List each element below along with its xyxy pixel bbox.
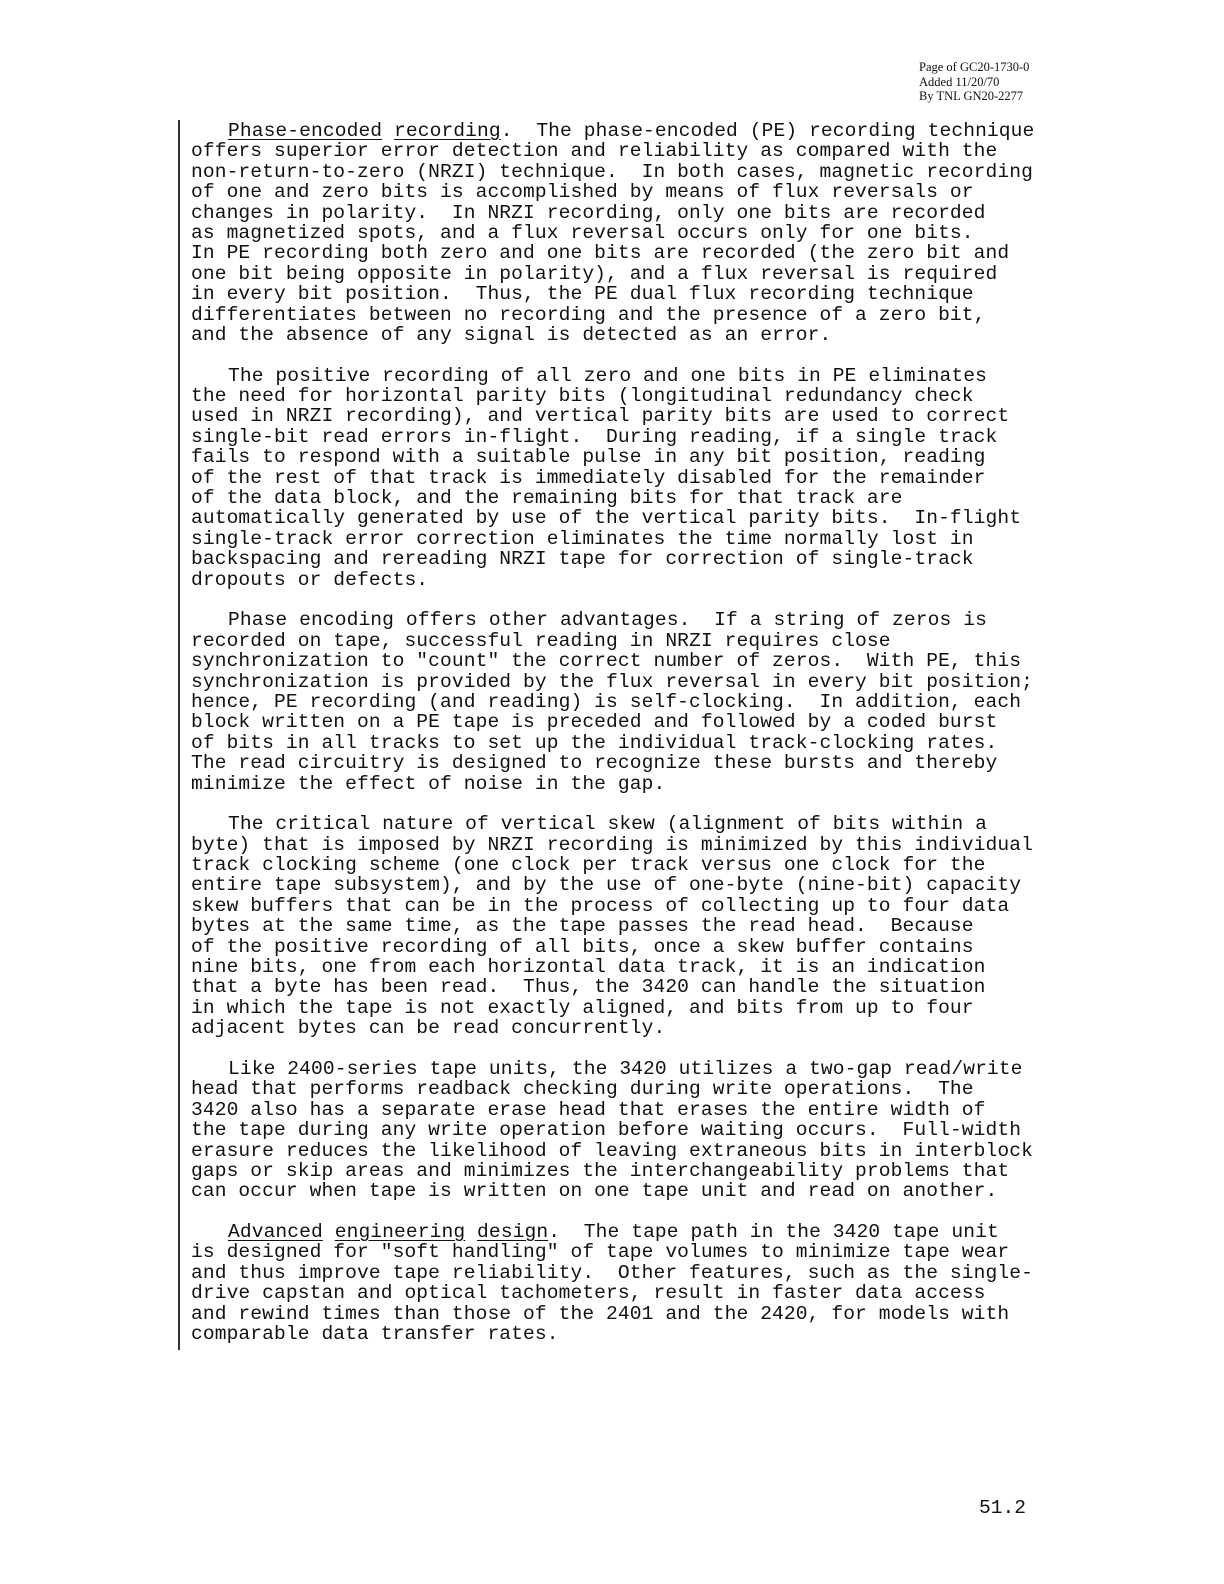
text-line: minimize the effect of noise in the gap.	[191, 772, 666, 795]
text-line: automatically generated by use of the vertical parity bits. In-flight	[191, 507, 1022, 530]
text-line: changes in polarity. In NRZI recording, only one bits are recorded	[191, 201, 986, 224]
text-line: adjacent bytes can be read concurrently.	[191, 1017, 666, 1040]
text-line: hence, PE recording (and reading) is self-clocking. In addition, each	[191, 690, 1022, 713]
text-line: byte) that is imposed by NRZI recording is minimized by this individual	[191, 833, 1033, 856]
text-line: used in NRZI recording), and vertical parity bits are used to correct	[191, 405, 1010, 428]
text-line: head that performs readback checking during write operations. The	[191, 1078, 974, 1101]
text-line: recorded on tape, successful reading in NRZI requires close	[191, 629, 891, 652]
section-heading-word: Advanced	[228, 1221, 323, 1244]
text-line: The critical nature of vertical skew (alignment of bits within a	[228, 813, 987, 836]
section-heading-word: recording	[394, 120, 501, 142]
text-line: backspacing and rereading NRZI tape for correction of single-track	[191, 548, 974, 571]
text-line: can occur when tape is written on one tape unit and read on another.	[191, 1180, 998, 1203]
text-line: single-track error correction eliminates the time normally lost in	[191, 527, 974, 550]
paragraph-first-line-text: The tape path in the 3420 tape unit	[560, 1221, 999, 1244]
text-line: one bit being opposite in polarity), and a flux reversal is required	[191, 262, 998, 285]
text-line: and the absence of any signal is detected as an error.	[191, 323, 832, 346]
text-line: Phase encoding offers other advantages. If a string of zeros is	[228, 609, 987, 632]
text-line: dropouts or defects.	[191, 568, 429, 591]
text-line: synchronization is provided by the flux reversal in every bit position;	[191, 670, 1033, 693]
text-line: synchronization to "count" the correct number of zeros. With PE, this	[191, 650, 1022, 673]
text-line: as magnetized spots, and a flux reversal occurs only for one bits.	[191, 221, 974, 244]
text-line: is designed for "soft handling" of tape volumes to minimize tape wear	[191, 1241, 1010, 1264]
text-line: single-bit read errors in-flight. During reading, if a single track	[191, 425, 998, 448]
page-header	[919, 60, 1119, 104]
text-line: In PE recording both zero and one bits are recorded (the zero bit and	[191, 242, 1010, 265]
text-line: of the positive recording of all bits, once a skew buffer contains	[191, 935, 974, 958]
page-number: 51.2	[979, 1497, 1027, 1519]
text-line: the tape during any write operation before waiting occurs. Full-width	[191, 1119, 1022, 1142]
text-line: offers superior error detection and reliability as compared with the	[191, 140, 998, 163]
paragraph-phase-encoded-recording	[191, 121, 1061, 345]
text-line: erasure reduces the likelihood of leaving extraneous bits in interblock	[191, 1139, 1033, 1162]
text-line: of one and zero bits is accomplished by means of flux reversals or	[191, 181, 974, 204]
text-line: of the rest of that track is immediately disabled for the remainder	[191, 466, 986, 489]
text-line: The read circuitry is designed to recognize these bursts and thereby	[191, 752, 998, 775]
section-heading-period: .	[500, 120, 513, 142]
text-line: entire tape subsystem), and by the use of one-byte (nine-bit) capacity	[191, 874, 1022, 897]
text-line: nine bits, one from each horizontal data track, it is an indication	[191, 956, 986, 979]
section-heading-word: design	[477, 1221, 549, 1244]
text-line: bytes at the same time, as the tape passes the read head. Because	[191, 915, 974, 938]
text-line: differentiates between no recording and the presence of a zero bit,	[191, 303, 986, 326]
section-heading-word: engineering	[334, 1221, 466, 1244]
paragraph-first-line	[191, 1222, 1061, 1242]
text-line: and rewind times than those of the 2401 and the 2420, for models with	[191, 1302, 1010, 1325]
text-line: drive capstan and optical tachometers, result in faster data access	[191, 1282, 986, 1305]
text-line: of the data block, and the remaining bits for that track are	[191, 487, 903, 510]
text-line: gaps or skip areas and minimizes the interchangeability problems that	[191, 1159, 1010, 1182]
paragraph-first-line-text: The phase-encoded (PE) recording technique	[512, 120, 1035, 142]
revision-change-bar	[178, 120, 180, 1350]
text-line: the need for horizontal parity bits (longitudinal redundancy check	[191, 385, 974, 408]
paragraph-first-line	[191, 121, 1061, 141]
header-tnl-ref: By TNL GN20-2277	[919, 89, 1024, 103]
paragraph-vertical-skew	[191, 814, 1061, 1038]
paragraph-positive-recording	[191, 366, 1061, 590]
text-line: track clocking scheme (one clock per track versus one clock for the	[191, 854, 986, 877]
text-line: 3420 also has a separate erase head that erases the entire width of	[191, 1098, 986, 1121]
text-line: fails to respond with a suitable pulse in any bit position, reading	[191, 446, 986, 469]
text-line: block written on a PE tape is preceded and followed by a coded burst	[191, 711, 998, 734]
text-line: comparable data transfer rates.	[191, 1323, 559, 1346]
header-added-date: Added 11/20/70	[919, 74, 1000, 89]
paragraph-read-write-head	[191, 1059, 1061, 1202]
text-line: in every bit position. Thus, the PE dual flux recording technique	[191, 283, 974, 306]
text-line: that a byte has been read. Thus, the 3420 can handle the situation	[191, 976, 986, 999]
text-line: skew buffers that can be in the process of collecting up to four data	[191, 894, 1010, 917]
paragraph-phase-encoding-advantages	[191, 610, 1061, 794]
section-heading-word: Phase-encoded	[228, 120, 383, 142]
section-heading-period: .	[548, 1221, 561, 1244]
paragraph-advanced-engineering-design	[191, 1222, 1061, 1344]
text-line: in which the tape is not exactly aligned, and bits from up to four	[191, 996, 974, 1019]
text-line: and thus improve tape reliability. Other features, such as the single-	[191, 1261, 1033, 1284]
header-page-ref: Page of GC20-1730-0	[919, 60, 1030, 74]
text-line: Like 2400-series tape units, the 3420 utilizes a two-gap read/write	[228, 1057, 1023, 1080]
text-line: of bits in all tracks to set up the individual track-clocking rates.	[191, 731, 998, 754]
text-line: non-return-to-zero (NRZI) technique. In both cases, magnetic recording	[191, 160, 1033, 183]
body-text	[191, 121, 1061, 1365]
text-line: The positive recording of all zero and one bits in PE eliminates	[228, 364, 987, 387]
